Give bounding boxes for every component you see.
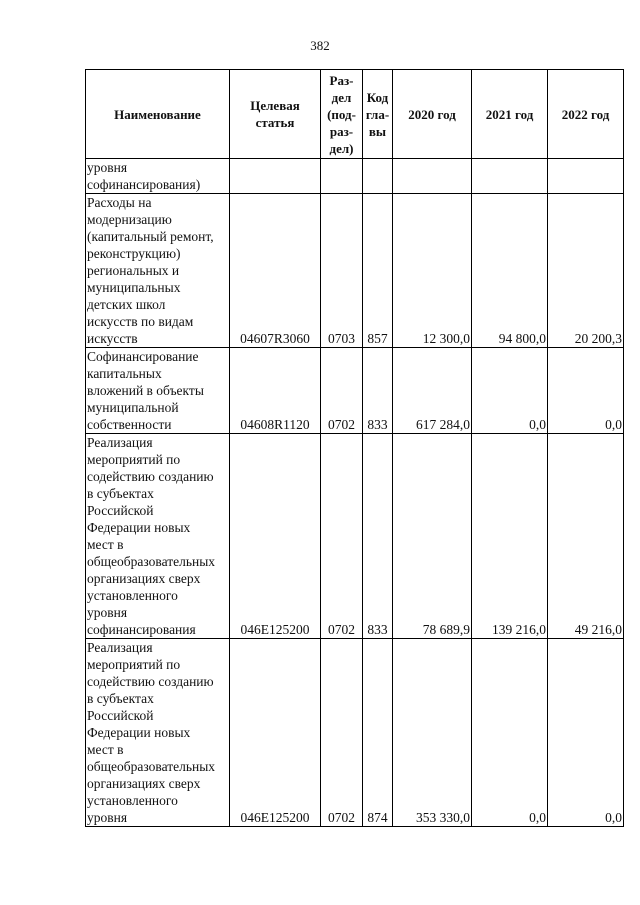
table-row bbox=[86, 639, 624, 827]
row-2021-value bbox=[472, 159, 548, 194]
row-chapter-code: 833 bbox=[363, 434, 393, 639]
row-2020-value: 617 284,0 bbox=[393, 348, 472, 434]
row-2021-value: 94 800,0 bbox=[472, 194, 548, 348]
row-2020-value: 12 300,0 bbox=[393, 194, 472, 348]
row-name: Реализация мероприятий по содействию созданию в субъектах Российской Федерации новых мест в общеобразовательных организациях сверх установленного уровня софинансирования bbox=[86, 434, 230, 639]
row-section: 0702 bbox=[321, 434, 363, 639]
row-section: 0702 bbox=[321, 639, 363, 827]
row-name: Софинансирование капитальных вложений в объекты муниципальной собственности bbox=[86, 348, 230, 434]
row-2022-value: 0,0 bbox=[548, 639, 624, 827]
header-name-text: Наименование bbox=[114, 106, 201, 122]
row-section bbox=[321, 159, 363, 194]
table-row bbox=[86, 434, 624, 639]
row-section: 0703 bbox=[321, 194, 363, 348]
table-row bbox=[86, 159, 624, 194]
page-number: 382 bbox=[310, 38, 330, 53]
row-target-article: 04608R1120 bbox=[230, 348, 321, 434]
row-chapter-code: 833 bbox=[363, 348, 393, 434]
header-section-text: Раз- дел (под- раз- дел) bbox=[327, 72, 356, 156]
header-2020-text: 2020 год bbox=[408, 106, 456, 122]
header-2021 bbox=[472, 70, 548, 159]
row-2021-value: 139 216,0 bbox=[472, 434, 548, 639]
row-2020-value bbox=[393, 159, 472, 194]
row-name: уровня софинансирования) bbox=[86, 159, 230, 194]
row-target-article bbox=[230, 159, 321, 194]
header-2020 bbox=[393, 70, 472, 159]
header-chapter-text: Код гла- вы bbox=[365, 89, 390, 139]
row-target-article: 046E125200 bbox=[230, 639, 321, 827]
table-row bbox=[86, 348, 624, 434]
header-2022 bbox=[548, 70, 624, 159]
row-chapter-code bbox=[363, 159, 393, 194]
row-2022-value bbox=[548, 159, 624, 194]
row-2022-value: 49 216,0 bbox=[548, 434, 624, 639]
row-2022-value: 0,0 bbox=[548, 348, 624, 434]
table-row bbox=[86, 194, 624, 348]
row-name: Расходы на модернизацию (капитальный ремонт, реконструкцию) региональных и муниципальных детских школ искусств по видам искусств bbox=[86, 194, 230, 348]
header-chapter-code bbox=[363, 70, 393, 159]
header-2021-text: 2021 год bbox=[485, 106, 534, 122]
row-2021-value: 0,0 bbox=[472, 639, 548, 827]
row-target-article: 04607R3060 bbox=[230, 194, 321, 348]
header-target-text: Целевая статья bbox=[250, 98, 300, 130]
header-section bbox=[321, 70, 363, 159]
row-name: Реализация мероприятий по содействию созданию в субъектах Российской Федерации новых мест в общеобразовательных организациях сверх установленного уровня bbox=[86, 639, 230, 827]
row-2020-value: 353 330,0 bbox=[393, 639, 472, 827]
row-chapter-code: 874 bbox=[363, 639, 393, 827]
row-chapter-code: 857 bbox=[363, 194, 393, 348]
budget-table bbox=[85, 69, 624, 827]
header-name bbox=[86, 70, 230, 159]
header-2022-text: 2022 год bbox=[561, 106, 610, 122]
row-section: 0702 bbox=[321, 348, 363, 434]
row-2022-value: 20 200,3 bbox=[548, 194, 624, 348]
header-target-article bbox=[230, 70, 321, 159]
row-2021-value: 0,0 bbox=[472, 348, 548, 434]
row-2020-value: 78 689,9 bbox=[393, 434, 472, 639]
header-row bbox=[86, 70, 624, 159]
row-target-article: 046E125200 bbox=[230, 434, 321, 639]
